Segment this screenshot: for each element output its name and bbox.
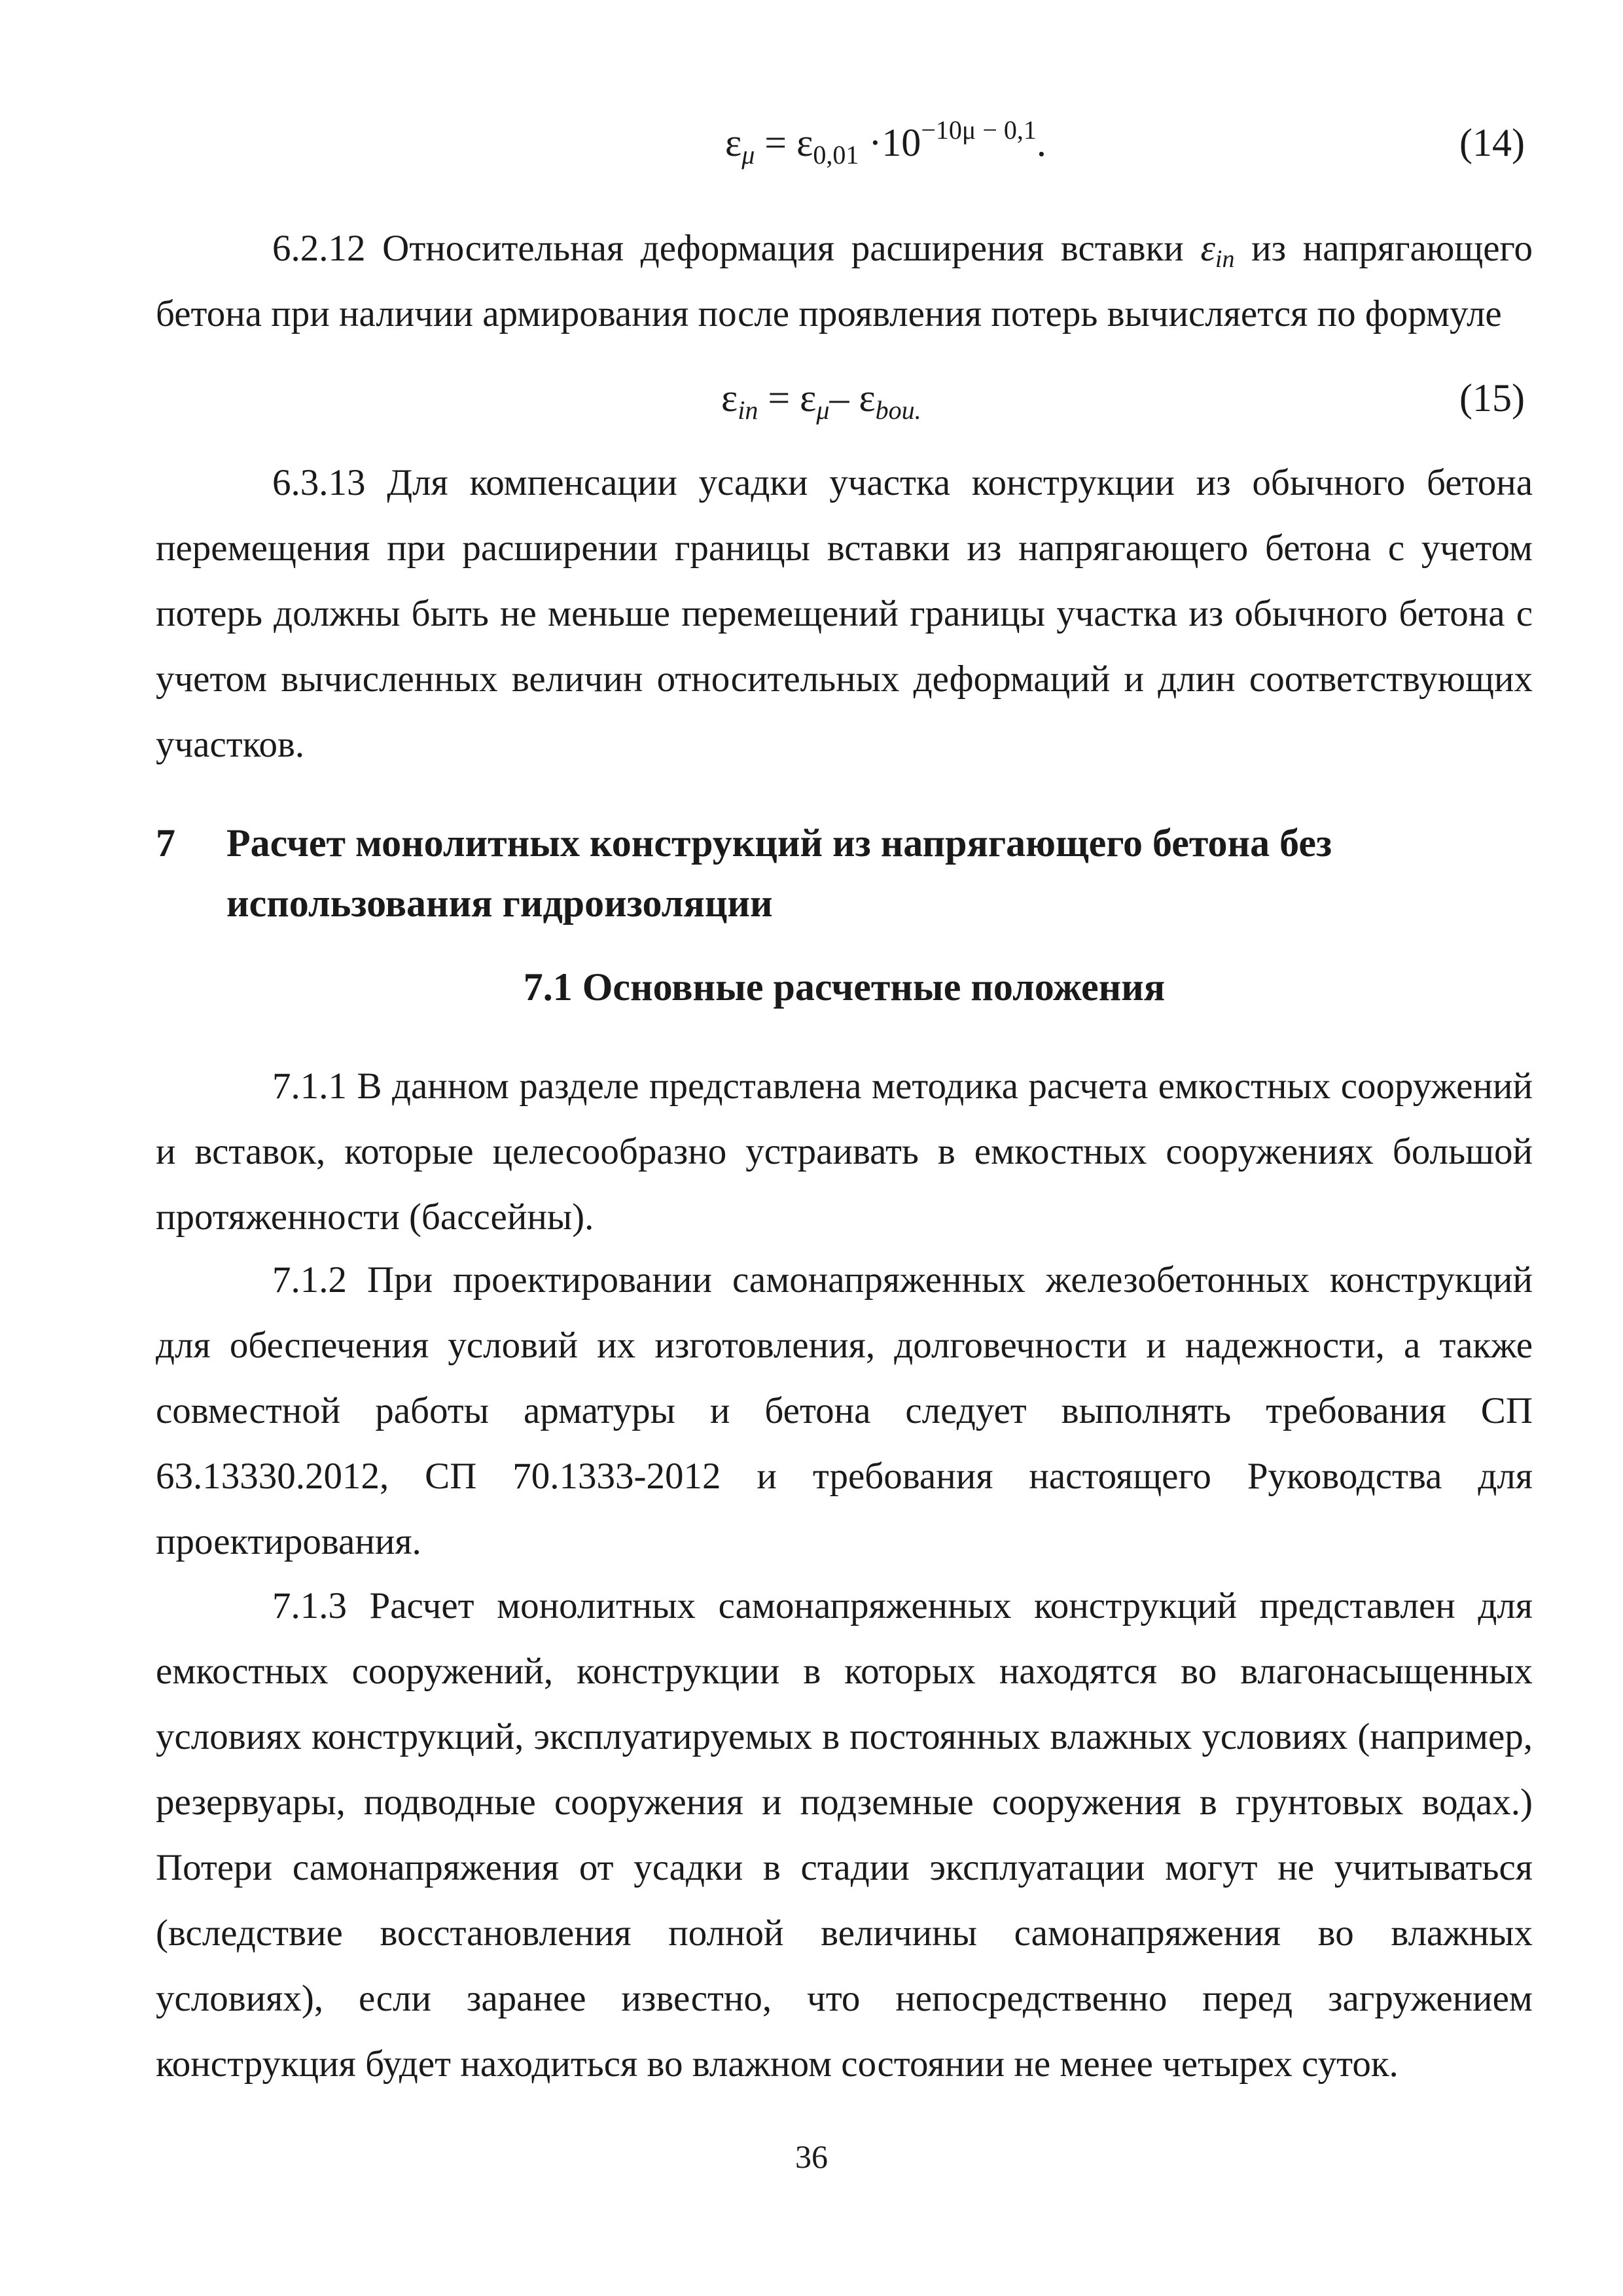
paragraph-6-2-12-variable-sub: in bbox=[1215, 245, 1235, 273]
formula-15 bbox=[0, 359, 1623, 437]
section-title: Расчет монолитных конструкций из напрягающего бетона без использования гидроизоляции bbox=[226, 821, 1332, 925]
subsection-heading: 7.1 Основные расчетные положения bbox=[523, 965, 1166, 1009]
paragraph-7-1-3: 7.1.3 Расчет монолитных самонапряженных конструкций представлен для емкостных сооружений, конструкции в которых находятся во влагонасыщенных условиях конструкций, эксплуатируемых в постоянных влажных условиях (например, резервуары, подводные сооружения и подземные сооружения в грунтовых водах.) Потери самонапряжения от усадки в стадии эксплуатации могут не учитываться (вследствие восстановления полной величины самонапряжения во влажных условиях), если заранее известно, что непосредственно перед загружением конструкция будет находиться во влажном состоянии не менее четырех суток. bbox=[156, 1585, 1533, 2085]
formula-14-epsilon-sub: μ bbox=[741, 140, 755, 170]
paragraph-6-2-12-variable-symbol: ε bbox=[1200, 228, 1215, 269]
paragraph-7-1-1: 7.1.1 В данном разделе представлена методика расчета емкостных сооружений и вставок, которые целесообразно устраивать в емкостных сооружениях большой протяженности (бассейны). bbox=[156, 1066, 1533, 1238]
paragraph-7-1-2: 7.1.2 При проектировании самонапряженных железобетонных конструкций для обеспечения условий их изготовления, долговечности и надежности, а также совместной работы арматуры и бетона следует выполнять требования СП 63.13330.2012, СП 70.1333-2012 и требования настоящего Руководства для проектирования. bbox=[156, 1259, 1533, 1562]
paragraph-6-2-12-text-start: 6.2.12 Относительная деформация расширения вставки bbox=[272, 228, 1201, 269]
paragraph-6-3-13: 6.3.13 Для компенсации усадки участка конструкции из обычного бетона перемещения при расширении границы вставки из напрягающего бетона с учетом потерь должны быть не меньше перемещений границы участка из обычного бетона с учетом вычисленных величин относительных деформаций и длин соответствующих участков. bbox=[156, 462, 1533, 765]
formula-15-expression bbox=[721, 359, 921, 437]
formula-14-number: (14) bbox=[1459, 121, 1525, 164]
paragraph-6-2-12 bbox=[156, 216, 1533, 347]
section-heading bbox=[156, 813, 1533, 933]
formula-15-epsilon-sub: in bbox=[738, 395, 758, 425]
formula-15-mu-sub: μ bbox=[816, 395, 830, 425]
formula-14-epsilon: ε bbox=[725, 121, 742, 164]
page-number: 36 bbox=[795, 2138, 828, 2175]
section-number: 7 bbox=[156, 821, 175, 865]
formula-15-epsilon: ε bbox=[721, 376, 738, 420]
formula-14-rhs-sub: 0,01 bbox=[813, 140, 859, 170]
formula-14-exponent: −10μ − 0,1 bbox=[921, 115, 1037, 145]
formula-14-ten: ·10 bbox=[859, 121, 921, 164]
paragraph-6-2-12-variable bbox=[1200, 228, 1235, 273]
formula-14 bbox=[0, 103, 1623, 182]
formula-15-bou-sub: bou. bbox=[875, 395, 921, 425]
formula-14-equals: = ε bbox=[755, 121, 813, 164]
formula-15-equals: = ε bbox=[758, 376, 817, 420]
paragraph-6-2-12-text-end: из напрягающего бетона при наличии армирования после проявления потерь вычисляется по формуле bbox=[156, 228, 1533, 334]
formula-15-minus: – ε bbox=[829, 376, 876, 420]
formula-14-expression bbox=[725, 103, 1046, 182]
formula-15-number: (15) bbox=[1459, 376, 1525, 420]
formula-14-period: . bbox=[1036, 121, 1046, 164]
